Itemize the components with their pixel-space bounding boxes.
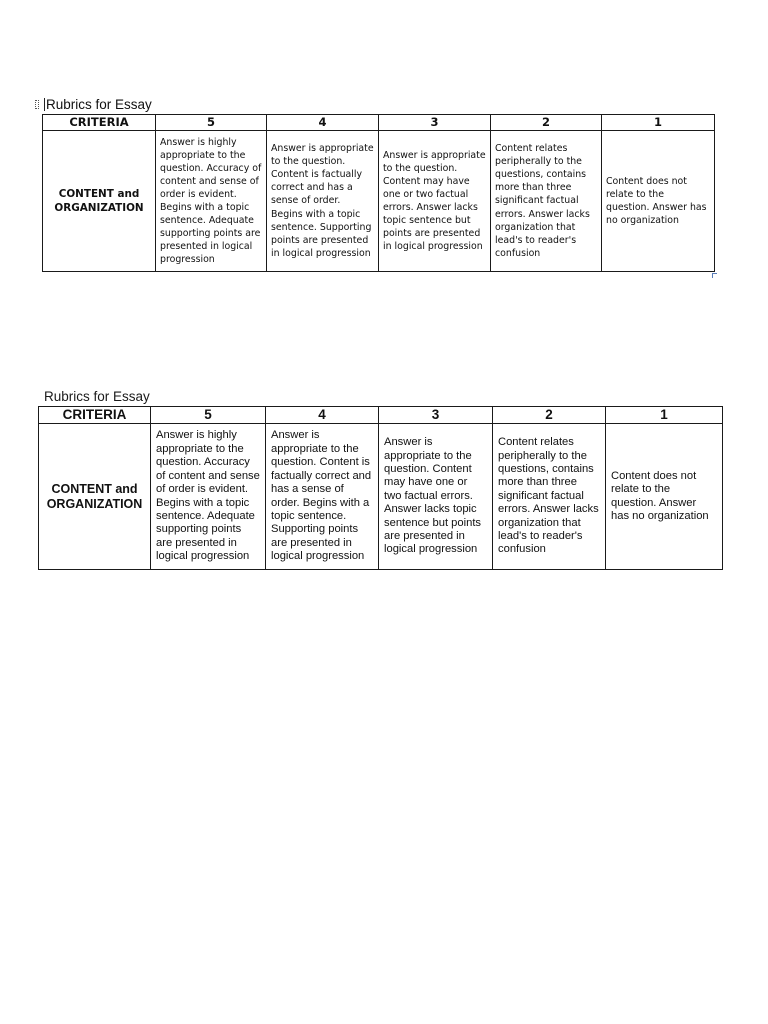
rubric-table-block bbox=[38, 388, 722, 570]
header-score-3: 3 bbox=[379, 407, 493, 424]
anchor-marker-icon bbox=[35, 100, 39, 109]
header-score-1: 1 bbox=[606, 407, 723, 424]
header-score-1: 1 bbox=[602, 115, 715, 131]
header-criteria: CRITERIA bbox=[43, 115, 156, 131]
descriptor-score-5: Answer is highly appropriate to the question. Accuracy of content and sense of order is evident. Begins with a topic sentence. Adequate supporting points are presented in logical progression bbox=[151, 424, 266, 570]
header-score-5: 5 bbox=[151, 407, 266, 424]
rubric-table bbox=[38, 406, 723, 570]
rubric-image-caption bbox=[36, 96, 716, 114]
rubric-table-header-row bbox=[39, 407, 723, 424]
image-resize-corner-icon bbox=[712, 273, 717, 278]
descriptor-score-1: Content does not relate to the question. Answer has no organization bbox=[602, 131, 715, 272]
header-score-3: 3 bbox=[379, 115, 491, 131]
descriptor-score-3: Answer is appropriate to the question. Content may have one or two factual errors. Answer lacks topic sentence but points are presented in logical progression bbox=[379, 424, 493, 570]
header-score-2: 2 bbox=[491, 115, 602, 131]
text-cursor-icon bbox=[44, 98, 45, 111]
header-criteria: CRITERIA bbox=[39, 407, 151, 424]
rubric-image-caption-text: Rubrics for Essay bbox=[46, 97, 152, 112]
descriptor-score-2: Content relates peripherally to the questions, contains more than three significant factual errors. Answer lacks organization that lead's to reader's confusion bbox=[493, 424, 606, 570]
descriptor-score-5: Answer is highly appropriate to the question. Accuracy of content and sense of order is evident. Begins with a topic sentence. Adequate supporting points are presented in logical progression bbox=[156, 131, 267, 272]
header-score-4: 4 bbox=[266, 407, 379, 424]
descriptor-score-4: Answer is appropriate to the question. Content is factually correct and has a sense of order. Begins with a topic sentence. Supporting points are presented in logical progression bbox=[267, 131, 379, 272]
descriptor-score-3: Answer is appropriate to the question. Content may have one or two factual errors. Answer lacks topic sentence but points are presented in logical progression bbox=[379, 131, 491, 272]
header-score-5: 5 bbox=[156, 115, 267, 131]
criterion-cell: CONTENT and ORGANIZATION bbox=[39, 424, 151, 570]
rubric-image-block bbox=[36, 96, 716, 272]
rubric-image-header-row bbox=[43, 115, 715, 131]
table-row bbox=[43, 131, 715, 272]
descriptor-score-1: Content does not relate to the question. Answer has no organization bbox=[606, 424, 723, 570]
table-row bbox=[39, 424, 723, 570]
descriptor-score-2: Content relates peripherally to the questions, contains more than three significant factual errors. Answer lacks organization that lead's to reader's confusion bbox=[491, 131, 602, 272]
rubric-image-table bbox=[42, 114, 715, 272]
criterion-cell: CONTENT and ORGANIZATION bbox=[43, 131, 156, 272]
descriptor-score-4: Answer is appropriate to the question. Content is factually correct and has a sense of order. Begins with a topic sentence. Supporting points are presented in logical progression bbox=[266, 424, 379, 570]
rubric-table-caption: Rubrics for Essay bbox=[44, 389, 150, 404]
header-score-2: 2 bbox=[493, 407, 606, 424]
header-score-4: 4 bbox=[267, 115, 379, 131]
